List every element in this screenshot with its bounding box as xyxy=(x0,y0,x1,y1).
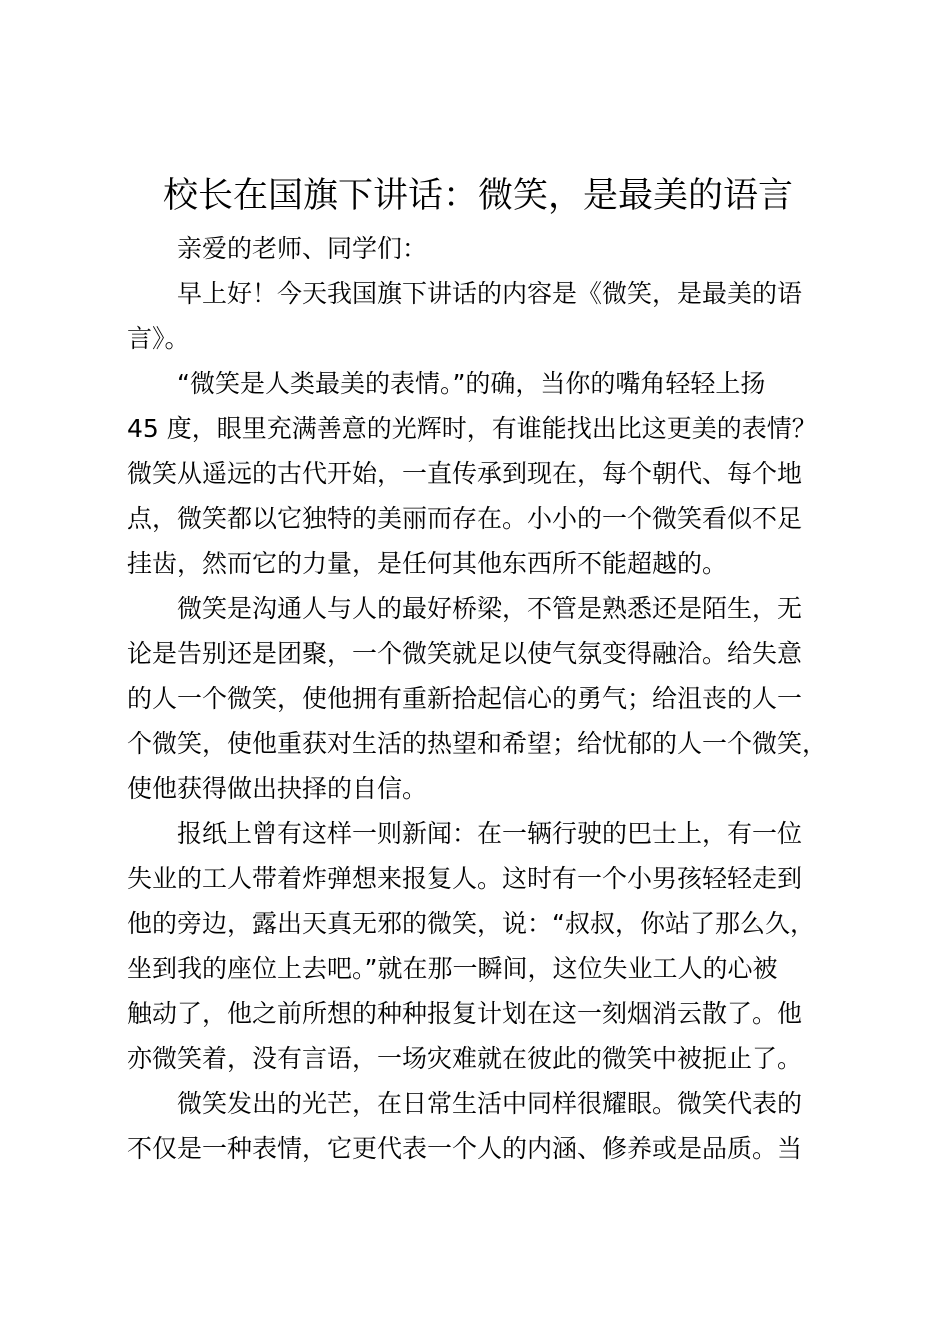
paragraph-line: 失业的工人带着炸弹想来报复人。这时有一个小男孩轻轻走到 xyxy=(127,864,803,893)
document-title: 校长在国旗下讲话：微笑，是最美的语言 xyxy=(163,176,794,216)
salutation-line: 亲爱的老师、同学们： xyxy=(177,234,428,263)
paragraph-line: 的人一个微笑，使他拥有重新拾起信心的勇气；给沮丧的人一 xyxy=(127,684,803,713)
paragraph-line: 论是告别还是团聚，一个微笑就足以使气氛变得融洽。给失意 xyxy=(127,639,803,668)
paragraph-line: 亦微笑着，没有言语，一场灾难就在彼此的微笑中被扼止了。 xyxy=(127,1044,803,1073)
document-body xyxy=(127,226,857,1171)
paragraph-line: 个微笑，使他重获对生活的热望和希望；给忧郁的人一个微笑， xyxy=(127,729,828,758)
paragraph-line: 言》。 xyxy=(127,324,190,353)
paragraph-line: 挂齿，然而它的力量，是任何其他东西所不能超越的。 xyxy=(127,549,728,578)
paragraph-line: 微笑从遥远的古代开始，一直传承到现在，每个朝代、每个地 xyxy=(127,459,803,488)
paragraph-line: 微笑发出的光芒，在日常生活中同样很耀眼。微笑代表的 xyxy=(177,1089,803,1118)
paragraph-line: 坐到我的座位上去吧。”就在那一瞬间，这位失业工人的心被 xyxy=(127,954,778,983)
paragraph-line: 45 度，眼里充满善意的光辉时，有谁能找出比这更美的表情？ xyxy=(127,414,817,443)
paragraph-line: 触动了，他之前所想的种种报复计划在这一刻烟消云散了。他 xyxy=(127,999,803,1028)
paragraph-line: “微笑是人类最美的表情。”的确，当你的嘴角轻轻上扬 xyxy=(177,369,766,398)
paragraph-line: 报纸上曾有这样一则新闻：在一辆行驶的巴士上，有一位 xyxy=(177,819,803,848)
paragraph-line: 不仅是一种表情，它更代表一个人的内涵、修养或是品质。当 xyxy=(127,1134,803,1163)
paragraph-line: 早上好！今天我国旗下讲话的内容是《微笑，是最美的语 xyxy=(177,279,803,308)
paragraph-line: 微笑是沟通人与人的最好桥梁，不管是熟悉还是陌生，无 xyxy=(177,594,803,623)
paragraph-line: 点，微笑都以它独特的美丽而存在。小小的一个微笑看似不足 xyxy=(127,504,803,533)
paragraph-line: 他的旁边，露出天真无邪的微笑，说：“叔叔，你站了那么久， xyxy=(127,909,815,938)
paragraph-line: 使他获得做出抉择的自信。 xyxy=(127,774,428,803)
